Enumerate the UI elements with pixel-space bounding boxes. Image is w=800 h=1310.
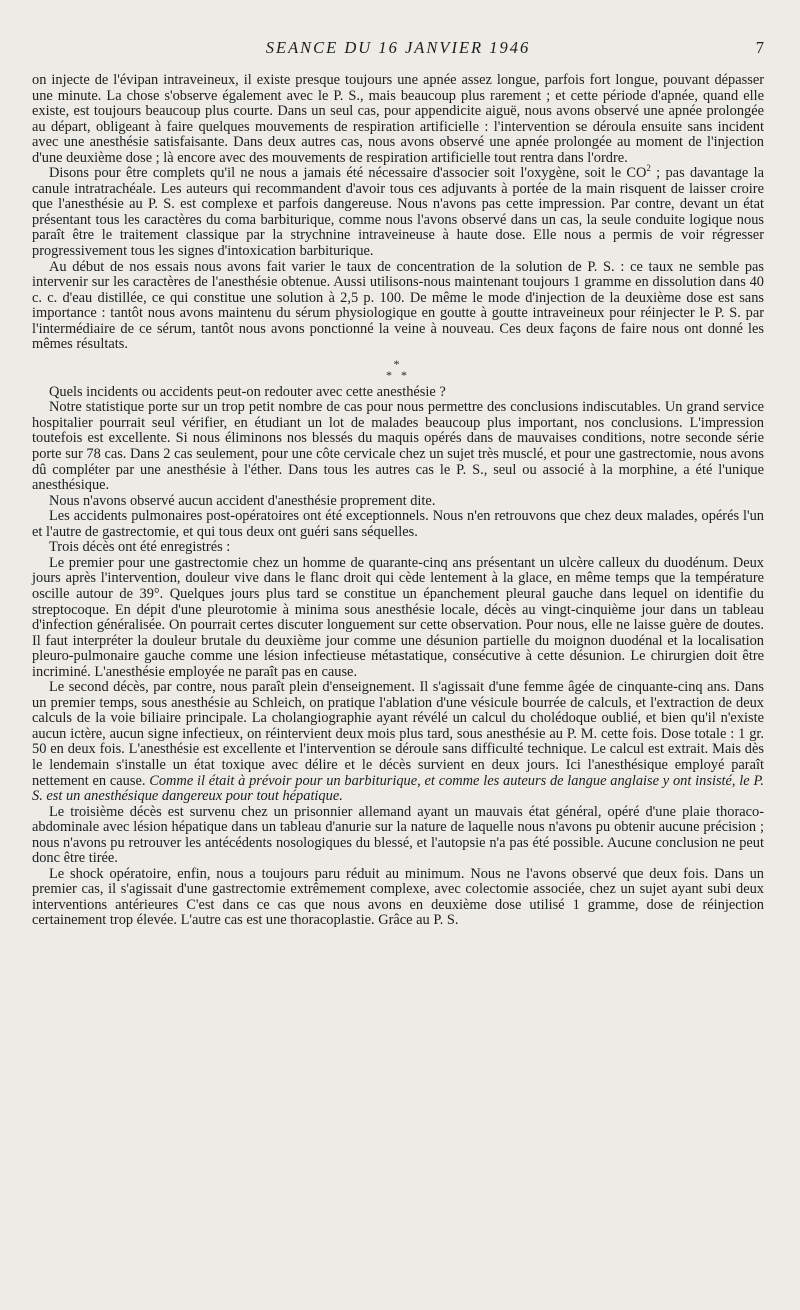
paragraph: Le shock opératoire, enfin, nous a toujours paru réduit au minimum. Nous ne l'avons observé que deux fois. Dans un premier cas, il s'agissait d'une gastrectomie extrêmement complexe, avec colectomie associée, chez un sujet ayant subi deux interventions antérieures C'est dans ce cas que nous avons en deuxième dose utilisé 1 gramme, dose de réinjection certainement trop élevée. L'autre cas est une thoracoplastie. Grâce au P. S. (32, 865, 764, 929)
paragraph: Le troisième décès est survenu chez un prisonnier allemand ayant un mauvais état général, opéré d'une plaie thoraco-abdominale avec lésion hépatique dans un tableau d'anurie sur la nature de laquelle nous n'avons pu obtenir aucune précision ; nous n'avons pu retrouver les antécédents nosologiques du blessé, et l'autopsie n'a pas été possible. Aucune conclusion ne peut donc être tirée. (32, 803, 764, 867)
text-run: Le second décès, par contre, nous paraît plein d'enseignement. Il s'agissait d'une femme âgée de cinquante-cinq ans. Dans un premier temps, sous anesthésie au Schleich, on pratique l'ablation d'une vésicule bourrée de calculs, et l'extraction de deux calculs de la voie biliaire principale. La cholangiographie ayant révélé un calcul du cholédoque oublié, et bien qu'il n'existe aucun ictère, aucun signe infectieux, on réintervient deux mois plus tard, sous anesthésie au P. M. cette fois. Dose totale : 1 gr. 50 en deux fois. L'anesthésie est excellente et l'intervention se déroule sans difficulté technique. Le calcul est extrait. Mais dès le lendemain s'installe un état toxique avec délire et le décès survient en deux jours. Ici l'anesthésique employé paraît nettement en cause. (32, 679, 764, 789)
paragraph: Au début de nos essais nous avons fait varier le taux de concentration de la solution de P. S. : ce taux ne semble pas intervenir sur les caractères de l'anesthésie obtenue. Aussi utilisons-nous maintenant toujours 1 gramme en dissolution dans 40 c. c. d'eau distillée, ce qui constitue une solution à 2,5 p. 100. De même le mode d'injection de la deuxième dose est sans importance : tantôt nous avons maintenu du sérum physiologique en goutte à goutte intraveineux pour réinjecter le P. S. par l'intermédiaire de ce sérum, tantôt nous avons ponctionné la veine à nouveau. Ces deux façons de faire nous ont donné les mêmes résultats. (32, 258, 764, 353)
paragraph (32, 163, 764, 260)
page-number: 7 (755, 38, 764, 57)
paragraph: Le premier pour une gastrectomie chez un homme de quarante-cinq ans présentant un ulcère calleux du duodénum. Deux jours après l'intervention, douleur vive dans le flanc droit qui cède lentement à la glace, en même temps que la température oscille autour de 39°. Quelques jours plus tard se constitue un épanchement pleural gauche dans lequel on identifie du streptocoque. En dépit d'une pleurotomie à minima sous anesthésie locale, décès au vingt-cinquième jour dans un tableau d'infection généralisée. On pourrait certes discuter longuement sur cette observation. Pour nous, elle ne laisse guère de doutes. Il faut interpréter la douleur brutale du deuxième jour comme une désunion partielle du moignon duodénal et la localisation pleuro-pulmonaire gauche comme une lésion infectieuse métastatique, consécutive à cette désunion. Le chirurgien doit être incriminé. L'anesthésie employée ne paraît pas en cause. (32, 554, 764, 680)
separator-stars-bottom: * * (386, 367, 410, 382)
text-run: ; pas davantage la canule intratrachéale. Les auteurs qui recommandent d'avoir tous ces adjuvants à portée de la main risquent de laisser croire que l'anesthésie au P. S. est complexe et parfois dangereuse. Nous n'avons pas cette impression. Par contre, devant un état présentant tous les caractères du coma barbiturique, comme nous l'avons observé dans un cas, la seule conduite logique nous paraît être le traitement classique par la strychnine intraveineuse à haute dose. Elle nous a permis de voir régresser progressivement tous les signes d'intoxication barbiturique. (32, 165, 764, 260)
separator-star-top: * (393, 356, 403, 371)
paragraph: Notre statistique porte sur un trop petit nombre de cas pour nous permettre des conclusions indiscutables. Un grand service hospitalier pourrait seul vérifier, en étudiant un lot de malades beaucoup plus important, nos conclusions. L'impression toutefois est excellente. Si nous éliminons nos blessés du maquis opérés dans de mauvaises conditions, notre seconde série porte sur 78 cas. Dans 2 cas seulement, pour une côte cervicale chez un sujet très musclé, et pour une gastrectomie, nous avons dû compléter par une anesthésie à l'éther. Dans tous les autres cas le P. S., seul ou associé à la morphine, a été l'unique anesthésique. (32, 399, 764, 494)
article-body (32, 73, 764, 929)
paragraph: Trois décès ont été enregistrés : (49, 539, 231, 556)
running-title: SEANCE DU 16 JANVIER 1946 (265, 38, 531, 57)
section-separator (32, 353, 764, 385)
italic-text-run: Comme il était à prévoir pour un barbiturique, et comme les auteurs de langue anglaise y ont insisté, le P. S. est un anesthésique dangereux pour tout hépatique. (32, 772, 765, 805)
paragraph: Quels incidents ou accidents peut-on redouter avec cette anesthésie ? (49, 383, 446, 400)
paragraph: Les accidents pulmonaires post-opératoires ont été exceptionnels. Nous n'en retrouvons que chez deux malades, opérés l'un et l'autre de gastrectomie, et qui tous deux ont guéri sans séquelles. (32, 508, 764, 540)
running-header (32, 38, 764, 62)
superscript: 2 (646, 163, 651, 174)
paragraph: Nous n'avons observé aucun accident d'anesthésie proprement dite. (49, 492, 436, 509)
paragraph: on injecte de l'évipan intraveineux, il existe presque toujours une apnée assez longue, parfois fort longue, pouvant dépasser une minute. La chose s'observe également avec le P. S., mais beaucoup plus rarement ; et cette période d'apnée, quand elle existe, est toujours beaucoup plus courte. Dans un seul cas, pour appendicite aiguë, nous avons observé une apnée prolongée au départ, obligeant à faire quelques mouvements de respiration artificielle : l'intervention se déroula ensuite sans incident avec une anesthésie satisfaisante. Dans deux autres cas, nous avons observé une apnée prolongée au moment de l'injection d'une deuxième dose ; là encore avec des mouvements de respiration artificielle tout rentra dans l'ordre. (32, 72, 764, 166)
text-run: Disons pour être complets qu'il ne nous a jamais été nécessaire d'associer soit l'oxygène, soit le CO (49, 165, 647, 182)
paragraph (32, 680, 764, 804)
